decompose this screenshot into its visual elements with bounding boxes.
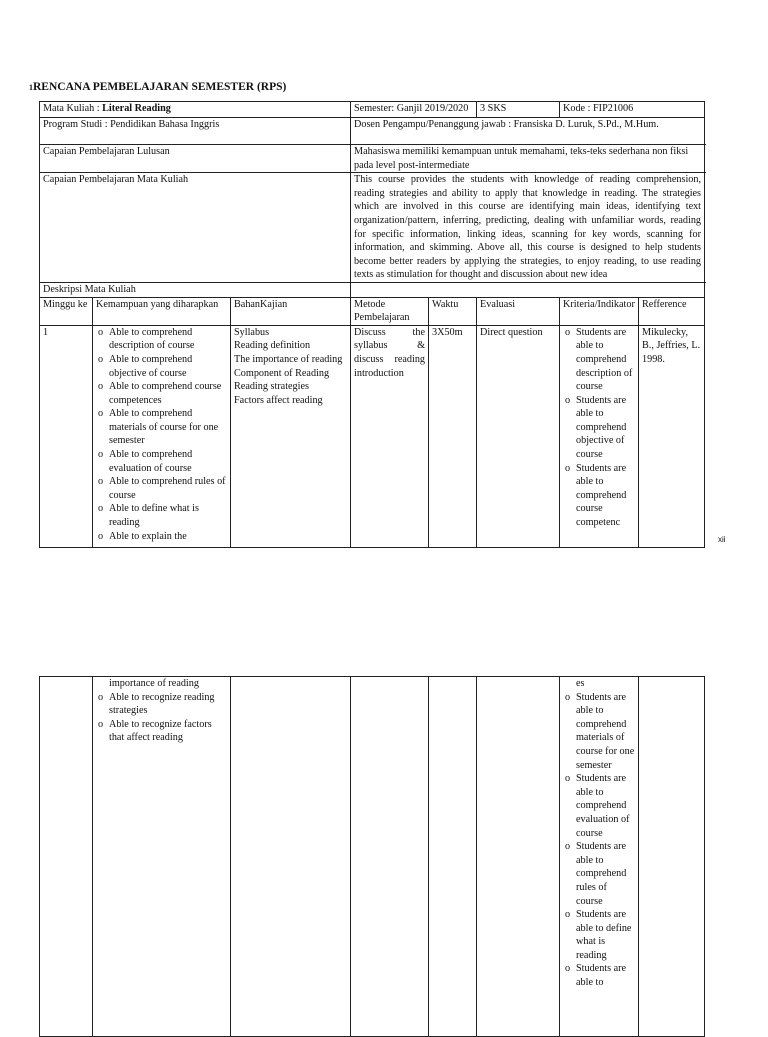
list-item: o Students are able to comprehend course competenc [563, 462, 635, 530]
deskripsi-value [351, 282, 705, 297]
list-item: o Students are able to comprehend rules of course [563, 840, 635, 908]
kemampuan-list [96, 326, 227, 544]
list-item: o Able to recognize factors that affect reading [96, 718, 227, 745]
list-item: o Students are able to comprehend evaluation of course [563, 772, 635, 840]
list-item: o Able to comprehend description of course [96, 326, 227, 353]
row1-bahan [231, 325, 351, 547]
cont-evaluasi [477, 677, 560, 1037]
header-minggu: Minggu ke [40, 297, 93, 325]
header-waktu: Waktu [429, 297, 477, 325]
title-number: 1 [29, 83, 33, 92]
kriteria-continued: es [576, 678, 585, 689]
row1-referensi: Mikulecky, B., Jeffries, L. 1998. [639, 325, 705, 547]
list-item: o Able to define what is reading [96, 502, 227, 529]
document-title [29, 81, 286, 93]
row1-waktu: 3X50m [429, 325, 477, 547]
list-item: o Students are able to comprehend objective of course [563, 394, 635, 462]
program-studi-cell: Program Studi : Pendidikan Bahasa Inggris [40, 118, 351, 145]
list-item: o Able to comprehend evaluation of course [96, 448, 227, 475]
bahan-item: The importance of reading [234, 353, 343, 365]
bahan-item: Component of Reading [234, 367, 330, 379]
header-bahan: BahanKajian [231, 297, 351, 325]
header-evaluasi: Evaluasi [477, 297, 560, 325]
page-number: xii [718, 535, 726, 544]
list-item: o Able to comprehend objective of course [96, 353, 227, 380]
kriteria-list [563, 326, 635, 530]
list-item: o Students are able to comprehend materials of course for one semester [563, 691, 635, 773]
list-item: o Students are able to [563, 962, 635, 989]
cont-metode [351, 677, 429, 1037]
dosen-cell: Dosen Pengampu/Penanggung jawab : Fransiska D. Luruk, S.Pd., M.Hum. [351, 118, 705, 145]
list-item: o Able to recognize reading strategies [96, 691, 227, 718]
list-item: o Students are able to define what is reading [563, 908, 635, 962]
bahan-item: Reading strategies [234, 381, 309, 393]
header-metode: Metode Pembelajaran [351, 297, 429, 325]
kemampuan-list [96, 691, 227, 745]
list-item: o Students are able to comprehend description of course [563, 326, 635, 394]
cpl-value: Mahasiswa memiliki kemampuan untuk memahami, teks-teks sederhana non fiksi pada level post-intermediate [351, 145, 705, 173]
rps-table-continued [39, 676, 705, 1037]
list-item: o Able to comprehend materials of course for one semester [96, 407, 227, 448]
bahan-item: Factors affect reading [234, 394, 323, 406]
header-referensi: Refference [639, 297, 705, 325]
title-text: RENCANA PEMBELAJARAN SEMESTER (RPS) [33, 81, 287, 93]
bahan-item: Syllabus [234, 326, 270, 338]
mata-kuliah-value: Literal Reading [102, 103, 171, 114]
row1-minggu: 1 [40, 325, 93, 547]
deskripsi-label: Deskripsi Mata Kuliah [40, 282, 351, 297]
header-kriteria: Kriteria/Indikator [560, 297, 639, 325]
list-item: o Able to explain the [96, 530, 227, 544]
bahan-item: Reading definition [234, 340, 311, 352]
sks-cell: 3 SKS [477, 102, 560, 118]
kemampuan-continued: importance of reading [109, 678, 199, 689]
row1-metode: Discuss the syllabus & discuss reading introduction [351, 325, 429, 547]
cpl-label: Capaian Pembelajaran Lulusan [40, 145, 351, 173]
cpmk-value: This course provides the students with knowledge of reading comprehension, reading strategies and ability to apply that knowledge in reading. The strategies which are involved in this course are identifying main ideas, identifying text organization/pattern, inferring, predicting, dealing with unfamiliar words, reading for specific information, linking ideas, scanning for key words, scanning for information, and skimming. Above all, this course is designed to help students become better readers by applying the strategies, to enjoy reading, to use reading texts as stimulation for thought and discussion about new idea [351, 173, 705, 283]
header-kemampuan: Kemampuan yang diharapkan [93, 297, 231, 325]
cont-waktu [429, 677, 477, 1037]
list-item: o Able to comprehend rules of course [96, 475, 227, 502]
list-item: o Able to comprehend course competences [96, 380, 227, 407]
kriteria-list [563, 691, 635, 990]
row1-kemampuan [93, 325, 231, 547]
cont-kriteria [560, 677, 639, 1037]
row1-evaluasi: Direct question [477, 325, 560, 547]
semester-cell: Semester: Ganjil 2019/2020 [351, 102, 477, 118]
row1-kriteria [560, 325, 639, 547]
cont-kemampuan [93, 677, 231, 1037]
cont-bahan [231, 677, 351, 1037]
cont-referensi [639, 677, 705, 1037]
rps-table [39, 101, 705, 548]
kode-cell: Kode : FIP21006 [560, 102, 705, 118]
cpmk-label: Capaian Pembelajaran Mata Kuliah [40, 173, 351, 283]
mata-kuliah-cell: Mata Kuliah : Literal Reading [40, 102, 351, 118]
cont-minggu [40, 677, 93, 1037]
